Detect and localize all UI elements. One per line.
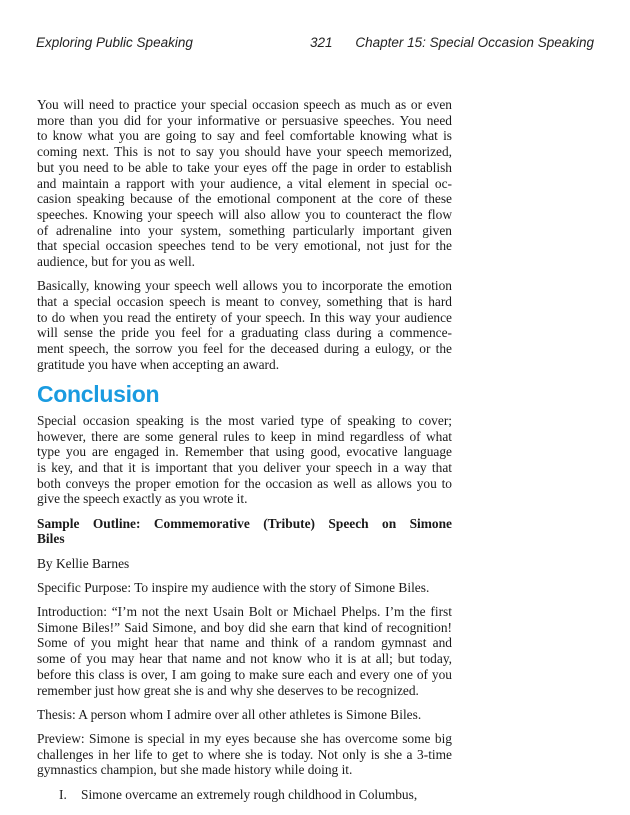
page-header [36, 35, 594, 53]
thesis: Thesis: A person whom I admire over all other athletes is Simone Biles. [37, 706, 422, 722]
text-line: type you are engaged in. Remember that using good, evocative language [37, 444, 452, 460]
paragraph-conclusion [37, 413, 452, 507]
text-line: ment speech, the sorrow you feel for the deceased during a eulogy, or the [37, 341, 452, 357]
text-line: before this class is over, I am going to make sure each and every one of you [37, 666, 452, 682]
text-line: audience, but for you as well. [37, 254, 196, 270]
text-line: coming next. This is not to say you should have your speech memorized, [37, 144, 452, 160]
text-line: give the speech exactly as you wrote it. [37, 491, 248, 507]
outline-item-1 [37, 787, 452, 803]
outline-title [37, 516, 452, 547]
paragraph-practice [37, 97, 452, 270]
text-line: gratitude you have when accepting an award. [37, 356, 280, 372]
text-line: more than you did for your informative or persuasive speeches. You need [37, 112, 452, 128]
conclusion-heading: Conclusion [37, 380, 160, 407]
text-line: gymnastics champion, but she made history while doing it. [37, 762, 353, 778]
chapter-title: Chapter 15: Special Occasion Speaking [355, 35, 594, 50]
text-line: casion speaking because of the emotional component at the core of these [37, 191, 452, 207]
text-line: Special occasion speaking is the most varied type of speaking to cover; [37, 412, 452, 428]
text-line: Simone Biles!” Said Simone, and boy did she earn that kind of recognition! [37, 619, 452, 635]
text-line: but you need to be able to take your eyes off the page in order to establish [37, 159, 452, 175]
specific-purpose: Specific Purpose: To inspire my audience with the story of Simone Biles. [37, 579, 430, 595]
text-line: Biles [37, 531, 65, 547]
text-line: however, there are some general rules to keep in mind regardless of what [37, 428, 452, 444]
paragraph-preview [37, 731, 452, 778]
text-line: Some of you might hear that name and think of a random gymnast and [37, 635, 452, 651]
text-line: that special occasion speeches tend to be very emotional, not just for the [37, 238, 452, 254]
page-number: 321 [310, 35, 333, 50]
text-line: remember just how great she is and why she deserves to be recognized. [37, 682, 419, 698]
text-line: that a special occasion speech is meant to convey, something that is hard [37, 293, 452, 309]
text-line: challenges in her life to get to where she is today. Not only is she a 3-time [37, 746, 452, 762]
paragraph-introduction [37, 604, 452, 698]
text-line: is key, and that it is important that you deliver your speech in a way that [37, 460, 452, 476]
paragraph-emotion [37, 278, 452, 372]
text-line: Sample Outline: Commemorative (Tribute) Speech on Simone [37, 515, 452, 531]
byline: By Kellie Barnes [37, 555, 130, 571]
text-line: Preview: Simone is special in my eyes because she has overcome some big [37, 730, 452, 746]
text-line: speeches. Knowing your speech will also allow you to counteract the flow [37, 206, 452, 222]
text-line: and maintain a rapport with your audience, a vital element in special oc- [37, 175, 452, 191]
text-line: of adrenaline into your system, something particularly important given [37, 222, 452, 238]
body-text [37, 97, 452, 811]
text-line: both conveys the proper emotion for the occasion as well as allows you to [37, 475, 452, 491]
outline-number: I. [59, 786, 67, 802]
text-line: will sense the pride you feel for a graduating class during a commence- [37, 325, 452, 341]
text-line: You will need to practice your special occasion speech as much as or even [37, 97, 452, 112]
text-line: Basically, knowing your speech well allows you to incorporate the emotion [37, 278, 452, 294]
text-line: some of you may hear that name and not know who it is at all; but today, [37, 651, 452, 667]
book-title: Exploring Public Speaking [36, 35, 193, 50]
text-line: to do when you read the entirety of your speech. In this way your audience [37, 309, 452, 325]
outline-text: Simone overcame an extremely rough childhood in Columbus, [81, 786, 418, 802]
text-line: to know what you are going to say and feel comfortable knowing what is [37, 128, 452, 144]
text-line: Introduction: “I’m not the next Usain Bolt or Michael Phelps. I’m the first [37, 603, 452, 619]
